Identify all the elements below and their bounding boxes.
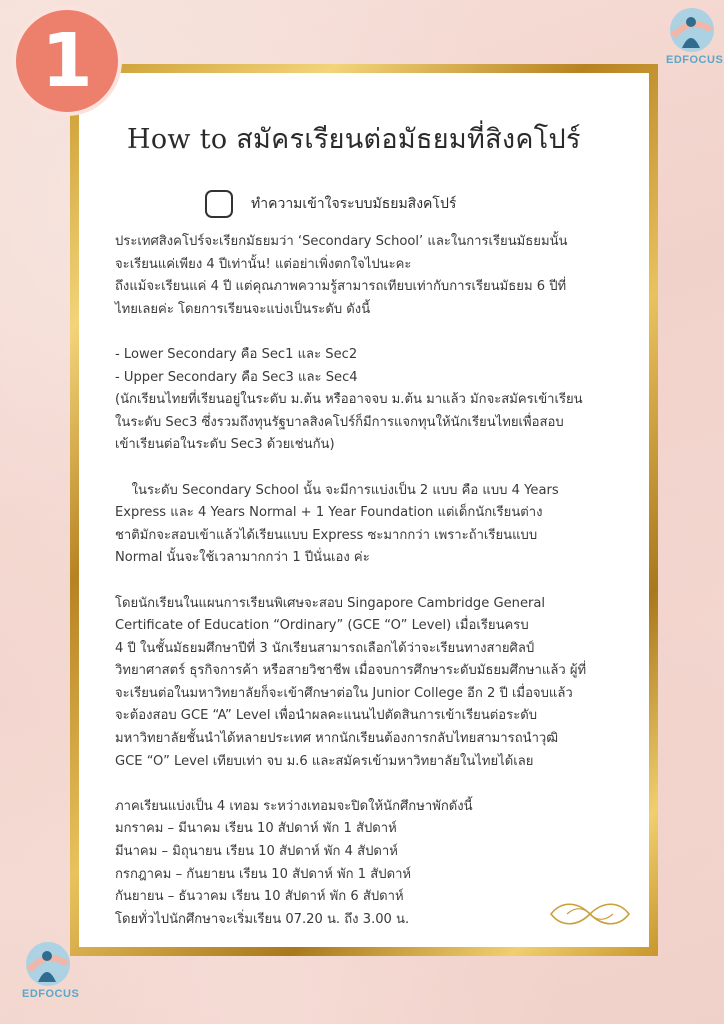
flourish-ornament-icon	[547, 897, 633, 931]
text-line: จะเรียนแค่เพียง 4 ปีเท่านั้น! แต่อย่าเพิ่งตกใจไปนะคะ	[115, 256, 412, 272]
text-line: - Upper Secondary คือ Sec3 และ Sec4	[115, 369, 358, 385]
text-line: ภาคเรียนแบ่งเป็น 4 เทอม ระหว่างเทอมจะปิดให้นักศึกษาพักดังนี้	[115, 798, 473, 814]
page-title: How to สมัครเรียนต่อมัธยมที่สิงคโปร์	[127, 124, 581, 155]
body-text	[115, 231, 625, 931]
text-line: จะต้องสอบ GCE “A” Level เพื่อนำผลคะแนนไปตัดสินการเข้าเรียนต่อระดับ	[115, 708, 538, 724]
step-number-badge	[12, 6, 122, 116]
edfocus-logo-bottom	[18, 938, 78, 1004]
text-line: มหาวิทยาลัยชั้นนำได้หลายประเทศ หากนักเรียนต้องการกลับไทยสามารถนำวุฒิ	[115, 731, 559, 747]
text-line: ประเทศสิงคโปร์จะเรียกมัธยมว่า ‘Secondary School’ และในการเรียนมัธยมนั้น	[115, 234, 568, 249]
text-line: ชาติมักจะสอบเข้าแล้วได้เรียนแบบ Express ซะมากกว่า เพราะถ้าเรียนแบบ	[115, 527, 538, 543]
text-line: วิทยาศาสตร์ ธุรกิจการค้า หรือสายวิชาชีพ เมื่อจบการศึกษาระดับมัธยมศึกษาแล้ว ผู้ที่	[115, 663, 587, 679]
edfocus-logo-text: EDFOCUS	[22, 988, 80, 1000]
text-line: กันยายน – ธันวาคม เรียน 10 สัปดาห์ พัก 6 สัปดาห์	[115, 889, 404, 905]
text-line: เข้าเรียนต่อในระดับ Sec3 ด้วยเช่นกัน)	[115, 437, 335, 453]
text-line: 4 ปี ในชั้นมัธยมศึกษาปีที่ 3 นักเรียนสามารถเลือกได้ว่าจะเรียนทางสายศิลป์	[115, 640, 535, 656]
edfocus-logo-top	[662, 4, 722, 70]
text-line: ถึงแม้จะเรียนแค่ 4 ปี แต่คุณภาพความรู้สามารถเทียบเท่ากับการเรียนมัธยม 6 ปีที่	[115, 279, 567, 295]
text-line: GCE “O” Level เทียบเท่า จบ ม.6 และสมัครเข้ามหาวิทยาลัยในไทยได้เลย	[115, 753, 534, 769]
gold-frame	[70, 64, 658, 956]
text-line: กรกฎาคม – กันยายน เรียน 10 สัปดาห์ พัก 1 สัปดาห์	[115, 866, 412, 882]
content-card	[79, 73, 649, 947]
text-line: โดยทั่วไปนักศึกษาจะเริ่มเรียน 07.20 น. ถึง 3.00 น.	[115, 911, 410, 927]
text-line: ในระดับ Secondary School นั้น จะมีการแบ่งเป็น 2 แบบ คือ แบบ 4 Years	[115, 482, 559, 498]
text-line: ในระดับ Sec3 ซึ่งรวมถึงทุนรัฐบาลสิงคโปร์ก็มีการแจกทุนให้นักเรียนไทยเพื่อสอบ	[115, 414, 564, 430]
edfocus-logo-text: EDFOCUS	[666, 54, 724, 66]
text-line: Express และ 4 Years Normal + 1 Year Foundation แต่เด็กนักเรียนต่าง	[115, 505, 543, 521]
edfocus-logo-icon	[18, 938, 78, 990]
text-line: โดยนักเรียนในแผนการเรียนพิเศษจะสอบ Singapore Cambridge General	[115, 595, 546, 611]
checkbox-icon	[205, 190, 233, 218]
text-line: Certificate of Education “Ordinary” (GCE “O” Level) เมื่อเรียนครบ	[115, 618, 529, 634]
text-line: จะเรียนต่อในมหาวิทยาลัยก็จะเข้าศึกษาต่อใน Junior College อีก 2 ปี เมื่อจบแล้ว	[115, 685, 573, 701]
text-line: มกราคม – มีนาคม เรียน 10 สัปดาห์ พัก 1 สัปดาห์	[115, 821, 397, 837]
text-line: Normal นั้นจะใช้เวลามากกว่า 1 ปีนั่นเอง ค่ะ	[115, 550, 370, 566]
text-line: - Lower Secondary คือ Sec1 และ Sec2	[115, 346, 358, 362]
step-number: 1	[41, 18, 93, 104]
edfocus-logo-icon	[662, 4, 722, 56]
text-line: (นักเรียนไทยที่เรียนอยู่ในระดับ ม.ต้น หรืออาจจบ ม.ต้น มาแล้ว มักจะสมัครเข้าเรียน	[115, 392, 583, 408]
text-line: มีนาคม – มิถุนายน เรียน 10 สัปดาห์ พัก 4 สัปดาห์	[115, 844, 398, 860]
section-heading-text: ทำความเข้าใจระบบมัธยมสิงคโปร์	[251, 196, 457, 212]
text-line: ไทยเลยค่ะ โดยการเรียนจะแบ่งเป็นระดับ ดังนี้	[115, 301, 371, 317]
section-heading	[205, 187, 456, 221]
